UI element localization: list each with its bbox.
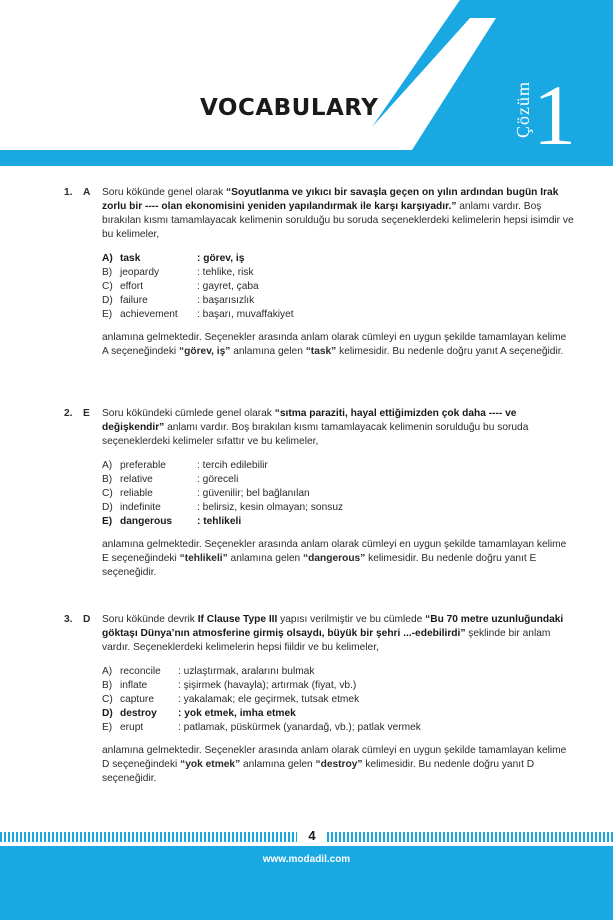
question-conclusion: anlamına gelmektedir. Seçenekler arasında anlam olarak cümleyi en uygun şekilde tamamlayan kelime D seçeneğindeki “yok etmek” anlamına gelen “destroy” kelimesidir. Bu nedenle doğru yanıt D seçeneğidir. [102,745,567,785]
question-number: 3. [64,614,73,625]
option-row: B) inflate : şişirmek (havayla); artırmak (fiyat, vb.) [102,679,357,691]
question-explanation: Soru kökünde devrik If Clause Type III yapısı verilmiştir ve bu cümlede “Bu 70 metre uzunluğundaki göktaşı Dünya’nın atmosferine girmiş olsaydı, büyük bir şehri ...-edebilirdi” şeklinde bir anlam vardır. Seçeneklerdeki kelimelerin hepsi fiildir ve bu kelimeler, [102,614,564,653]
option-row: C) effort : gayret, çaba [102,280,259,292]
option-row: A) preferable : tercih edilebilir [102,460,268,471]
option-row: A) task : görev, iş [102,253,245,264]
solution-number: 1 [533,67,576,163]
option-row: B) jeopardy : tehlike, risk [102,266,254,278]
option-list [102,665,574,734]
question-conclusion: anlamına gelmektedir. Seçenekler arasında anlam olarak cümleyi en uygun şekilde tamamlayan kelime A seçeneğindeki “görev, iş” anlamına gelen “task” kelimesidir. Bu nedenle doğru yanıt A seçeneğidir. [102,332,567,358]
page-number: 4 [308,828,316,843]
question-explanation: Soru kökündeki cümlede genel olarak “sıtma paraziti, hayal ettiğimizden çok daha ---- ve değişkendir” anlamı vardır. Boş bırakılan kısmı tamamlayacak kelimenin sorulduğu bu soruda seçeneklerdeki kelimeler sıfattır ve bu kelimeler, [102,408,529,447]
option-list [102,459,574,528]
question-explanation: Soru kökünde genel olarak “Soyutlanma ve yıkıcı bir savaşla geçen on yılın ardından bugün Irak zorlu bir ---- olan ekonomisini yeniden yapılandırmak ile karşı karşıyadır.” anlamı vardır. Boş bırakılan kısmı tamamlayacak kelimenin sorulduğu bu soruda seçeneklerdeki kelimelerin hepsi isimdir ve bu kelimeler, [102,187,574,240]
option-row: E) achievement : başarı, muvaffakiyet [102,308,294,320]
question-3 [64,613,574,786]
question-1 [64,186,574,359]
option-row: C) reliable : güvenilir; bel bağlanılan [102,487,310,499]
option-row: C) capture : yakalamak; ele geçirmek, tutsak etmek [102,693,360,705]
footer-stripe-left [0,832,297,842]
question-2 [64,407,574,580]
option-row: E) dangerous : tehlikeli [102,515,242,527]
page-header [0,0,613,175]
question-conclusion: anlamına gelmektedir. Seçenekler arasında anlam olarak cümleyi en uygun şekilde tamamlayan kelime E seçeneğindeki “tehlikeli” anlamına gelen “dangerous” kelimesidir. Bu nedenle doğru yanıt E seçeneğidir. [102,539,567,579]
option-row: E) erupt : patlamak, püskürmek (yanardağ, vb.); patlak vermek [102,721,421,733]
answer-letter: A [83,187,91,198]
question-number: 1. [64,187,73,198]
answer-letter: D [83,614,91,625]
option-row: D) indefinite : belirsiz, kesin olmayan; sonsuz [102,501,344,513]
option-row: D) destroy : yok etmek, imha etmek [102,707,296,719]
option-row: D) failure : başarısızlık [102,294,255,306]
page-title: VOCABULARY [200,95,379,121]
option-row: B) relative : göreceli [102,473,239,485]
question-number: 2. [64,408,73,419]
solution-label: Çözüm [513,81,533,138]
footer-website-link[interactable]: www.modadil.com [262,854,351,865]
option-row: A) reconcile : uzlaştırmak, aralarını bulmak [102,666,315,677]
option-list [102,252,574,321]
footer-stripe-right [327,832,613,842]
answer-letter: E [83,408,90,419]
